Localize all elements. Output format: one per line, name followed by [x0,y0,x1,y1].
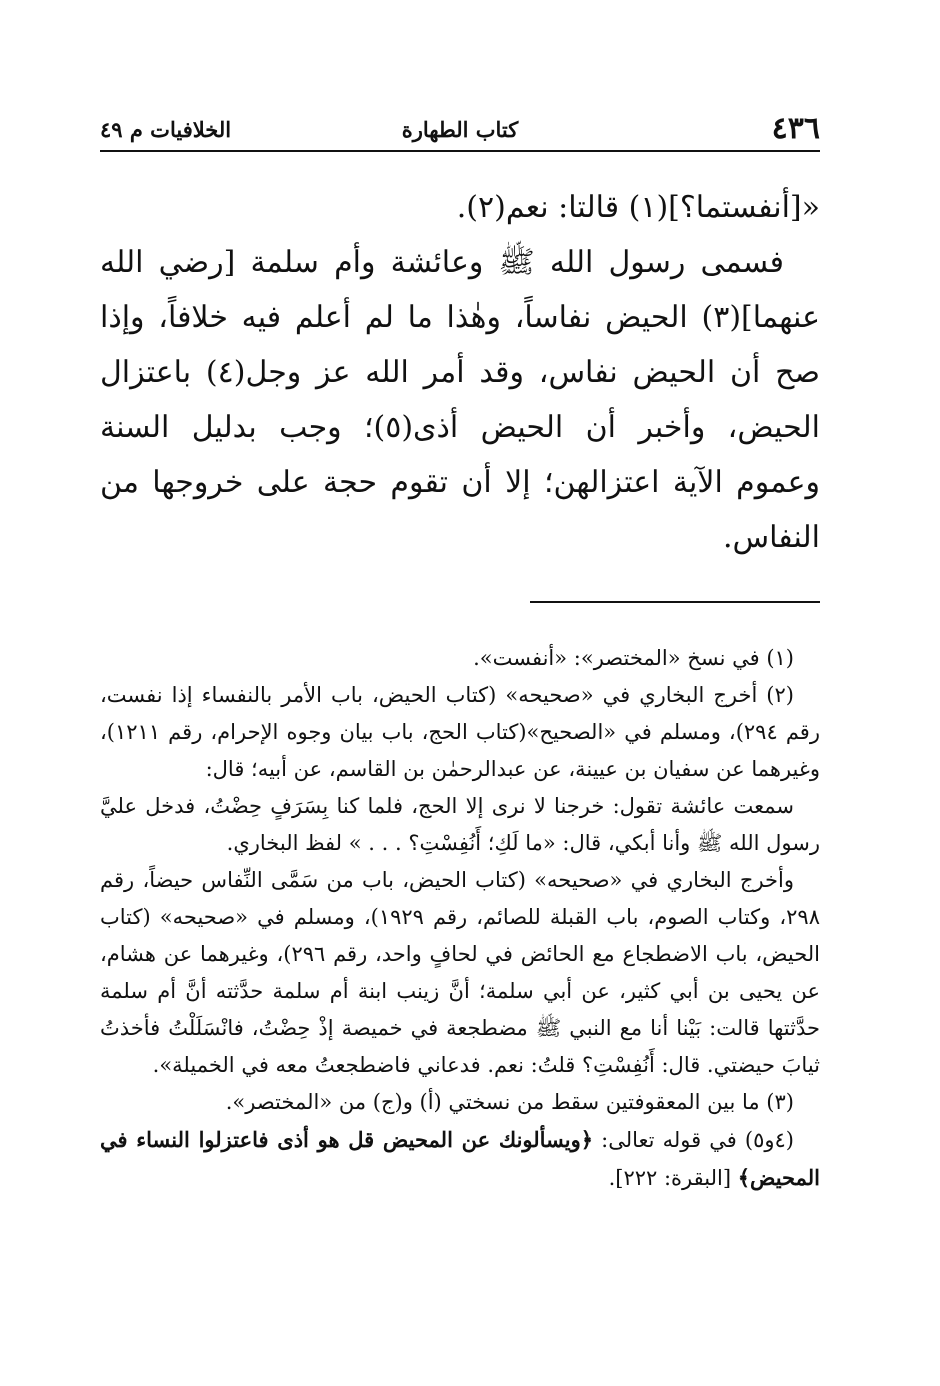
footnote-divider-wrap [100,601,820,620]
footnotes [100,640,820,1197]
main-paragraph-2: فسمى رسول الله ﷺ وعائشة وأم سلمة [رضي الله عنهما](٣) الحيض نفاساً، وهٰذا ما لم أعلم فيه خلافاً، وإذا صح أن الحيض نفاس، وقد أمر الله عز وجل(٤) باعتزال الحيض، وأخبر أن الحيض أذى(٥)؛ وجب بدليل السنة وعموم الآية اعتزالهن؛ إلا أن تقوم حجة على خروجها من النفاس. [100,245,821,555]
quran-verse: ﴿ويسألونك عن المحيض قل هو أذى فاعتزلوا النساء في المحيض﴾ [100,1127,820,1190]
book-title: كتاب الطهارة [401,117,519,142]
main-text [100,180,820,565]
footnote-3: (٣) ما بين المعقوفتين سقط من نسختي (أ) و(ج) من «المختصر». [225,1090,794,1114]
footnote-1: (١) في نسخ «المختصر»: «أنفست». [473,646,794,670]
footnote-4-5-suffix: [البقرة: ٢٢٢]. [608,1166,738,1190]
page-number: ٤٣٦ [771,111,820,146]
header-divider [100,150,820,152]
footnote-4-5 [100,1121,820,1197]
footnote-divider [530,601,820,603]
page-header [100,112,820,152]
footnote-2-part-3: وأخرج البخاري في «صحيحه» (كتاب الحيض، باب من سَمَّى النِّفاس حيضاً، رقم ٢٩٨، وكتاب الصوم، باب القبلة للصائم، رقم ١٩٢٩)، ومسلم في «صحيحه» (كتاب الحيض، باب الاضطجاع مع الحائض في لحافٍ واحد، رقم ٢٩٦)، وغيرهما عن هشام، عن يحيى بن أبي كثير، عن أبي سلمة؛ أنَّ زينب ابنة أم سلمة حدَّثته أنَّ أم سلمة حدَّثتها قالت: بَيْنا أنا مع النبي ﷺ مضطجعة في خميصة إذْ حِضْتُ، فانْسَلَلْتُ فأخذتُ ثيابَ حيضتي. قال: أَنُفِسْتِ؟ قلتُ: نعم. فدعاني فاضطجعتُ معه في الخميلة». [100,868,820,1077]
footnote-2-part-2: سمعت عائشة تقول: خرجنا لا نرى إلا الحج، فلما كنا بِسَرَفٍ حِضْتُ، فدخل عليَّ رسول الله ﷺ وأنا أبكي، قال: «ما لَكِ؛ أَنُفِسْتِ؟ . . . » لفظ البخاري. [100,794,820,855]
side-title: الخلافيات م ٤٩ [100,117,232,142]
footnote-4-5-prefix: (٤و٥) في قوله تعالى: [593,1128,794,1152]
main-paragraph-1: «[أنفستما؟](١) قالتا: نعم(٢). [456,190,820,225]
book-page [100,112,820,1197]
footnote-2-part-1: (٢) أخرج البخاري في «صحيحه» (كتاب الحيض، باب الأمر بالنفساء إذا نفست، رقم ٢٩٤)، ومسلم في «الصحيح»(كتاب الحج، باب بيان وجوه الإحرام، رقم ١٢١١)، وغيرهما عن سفيان بن عيينة، عن عبدالرحمٰن بن القاسم، عن أبيه؛ قال: [100,683,820,781]
